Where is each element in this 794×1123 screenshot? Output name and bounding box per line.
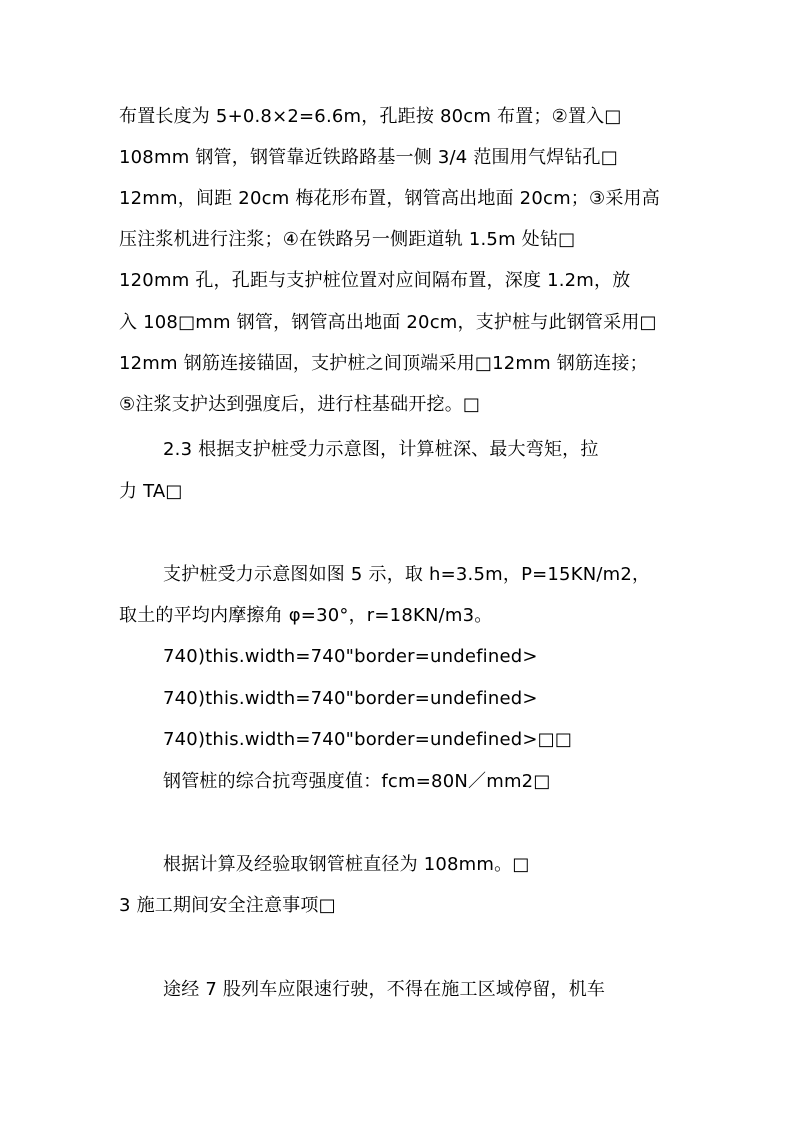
text-line: 压注浆机进行注浆；④在铁路另一侧距道轨 1.5m 处钻□	[119, 229, 576, 250]
broken-image-markup: 740)this.width=740"border=undefined>	[163, 688, 538, 709]
text-line: 入 108□mm 钢管，钢管高出地面 20cm，支护桩与此钢管采用□	[119, 312, 657, 333]
text-line: ⑤注浆支护达到强度后，进行柱基础开挖。□	[119, 394, 481, 415]
text-line: 取土的平均内摩擦角 φ=30°，r=18KN/m3。	[119, 605, 493, 626]
text-line: 支护桩受力示意图如图 5 示，取 h=3.5m，P=15KN/m2，	[163, 564, 651, 585]
text-line: 根据计算及经验取钢管桩直径为 108mm。□	[163, 854, 530, 875]
text-line: 12mm，间距 20cm 梅花形布置，钢管高出地面 20cm；③采用高	[119, 188, 660, 209]
text-line: 布置长度为 5+0.8×2=6.6m，孔距按 80cm 布置；②置入□	[119, 106, 622, 127]
text-line: 途经 7 股列车应限速行驶，不得在施工区域停留，机车	[163, 979, 606, 1000]
text-line: 12mm 钢筋连接锚固，支护桩之间顶端采用□12mm 钢筋连接；	[119, 353, 648, 374]
broken-image-markup: 740)this.width=740"border=undefined>	[163, 646, 538, 667]
text-line: 108mm 钢管，钢管靠近铁路路基一侧 3/4 范围用气焊钻孔□	[119, 147, 618, 168]
text-line: 120mm 孔，孔距与支护桩位置对应间隔布置，深度 1.2m，放	[119, 270, 631, 291]
broken-image-markup: 740)this.width=740"border=undefined>□□	[163, 729, 573, 750]
section-heading: 3 施工期间安全注意事项□	[119, 895, 336, 916]
section-heading: 2.3 根据支护桩受力示意图，计算桩深、最大弯矩，拉	[163, 439, 599, 460]
section-heading-continuation: 力 TA□	[119, 481, 183, 502]
text-line: 钢管桩的综合抗弯强度值：fcm=80N／mm2□	[163, 771, 551, 792]
